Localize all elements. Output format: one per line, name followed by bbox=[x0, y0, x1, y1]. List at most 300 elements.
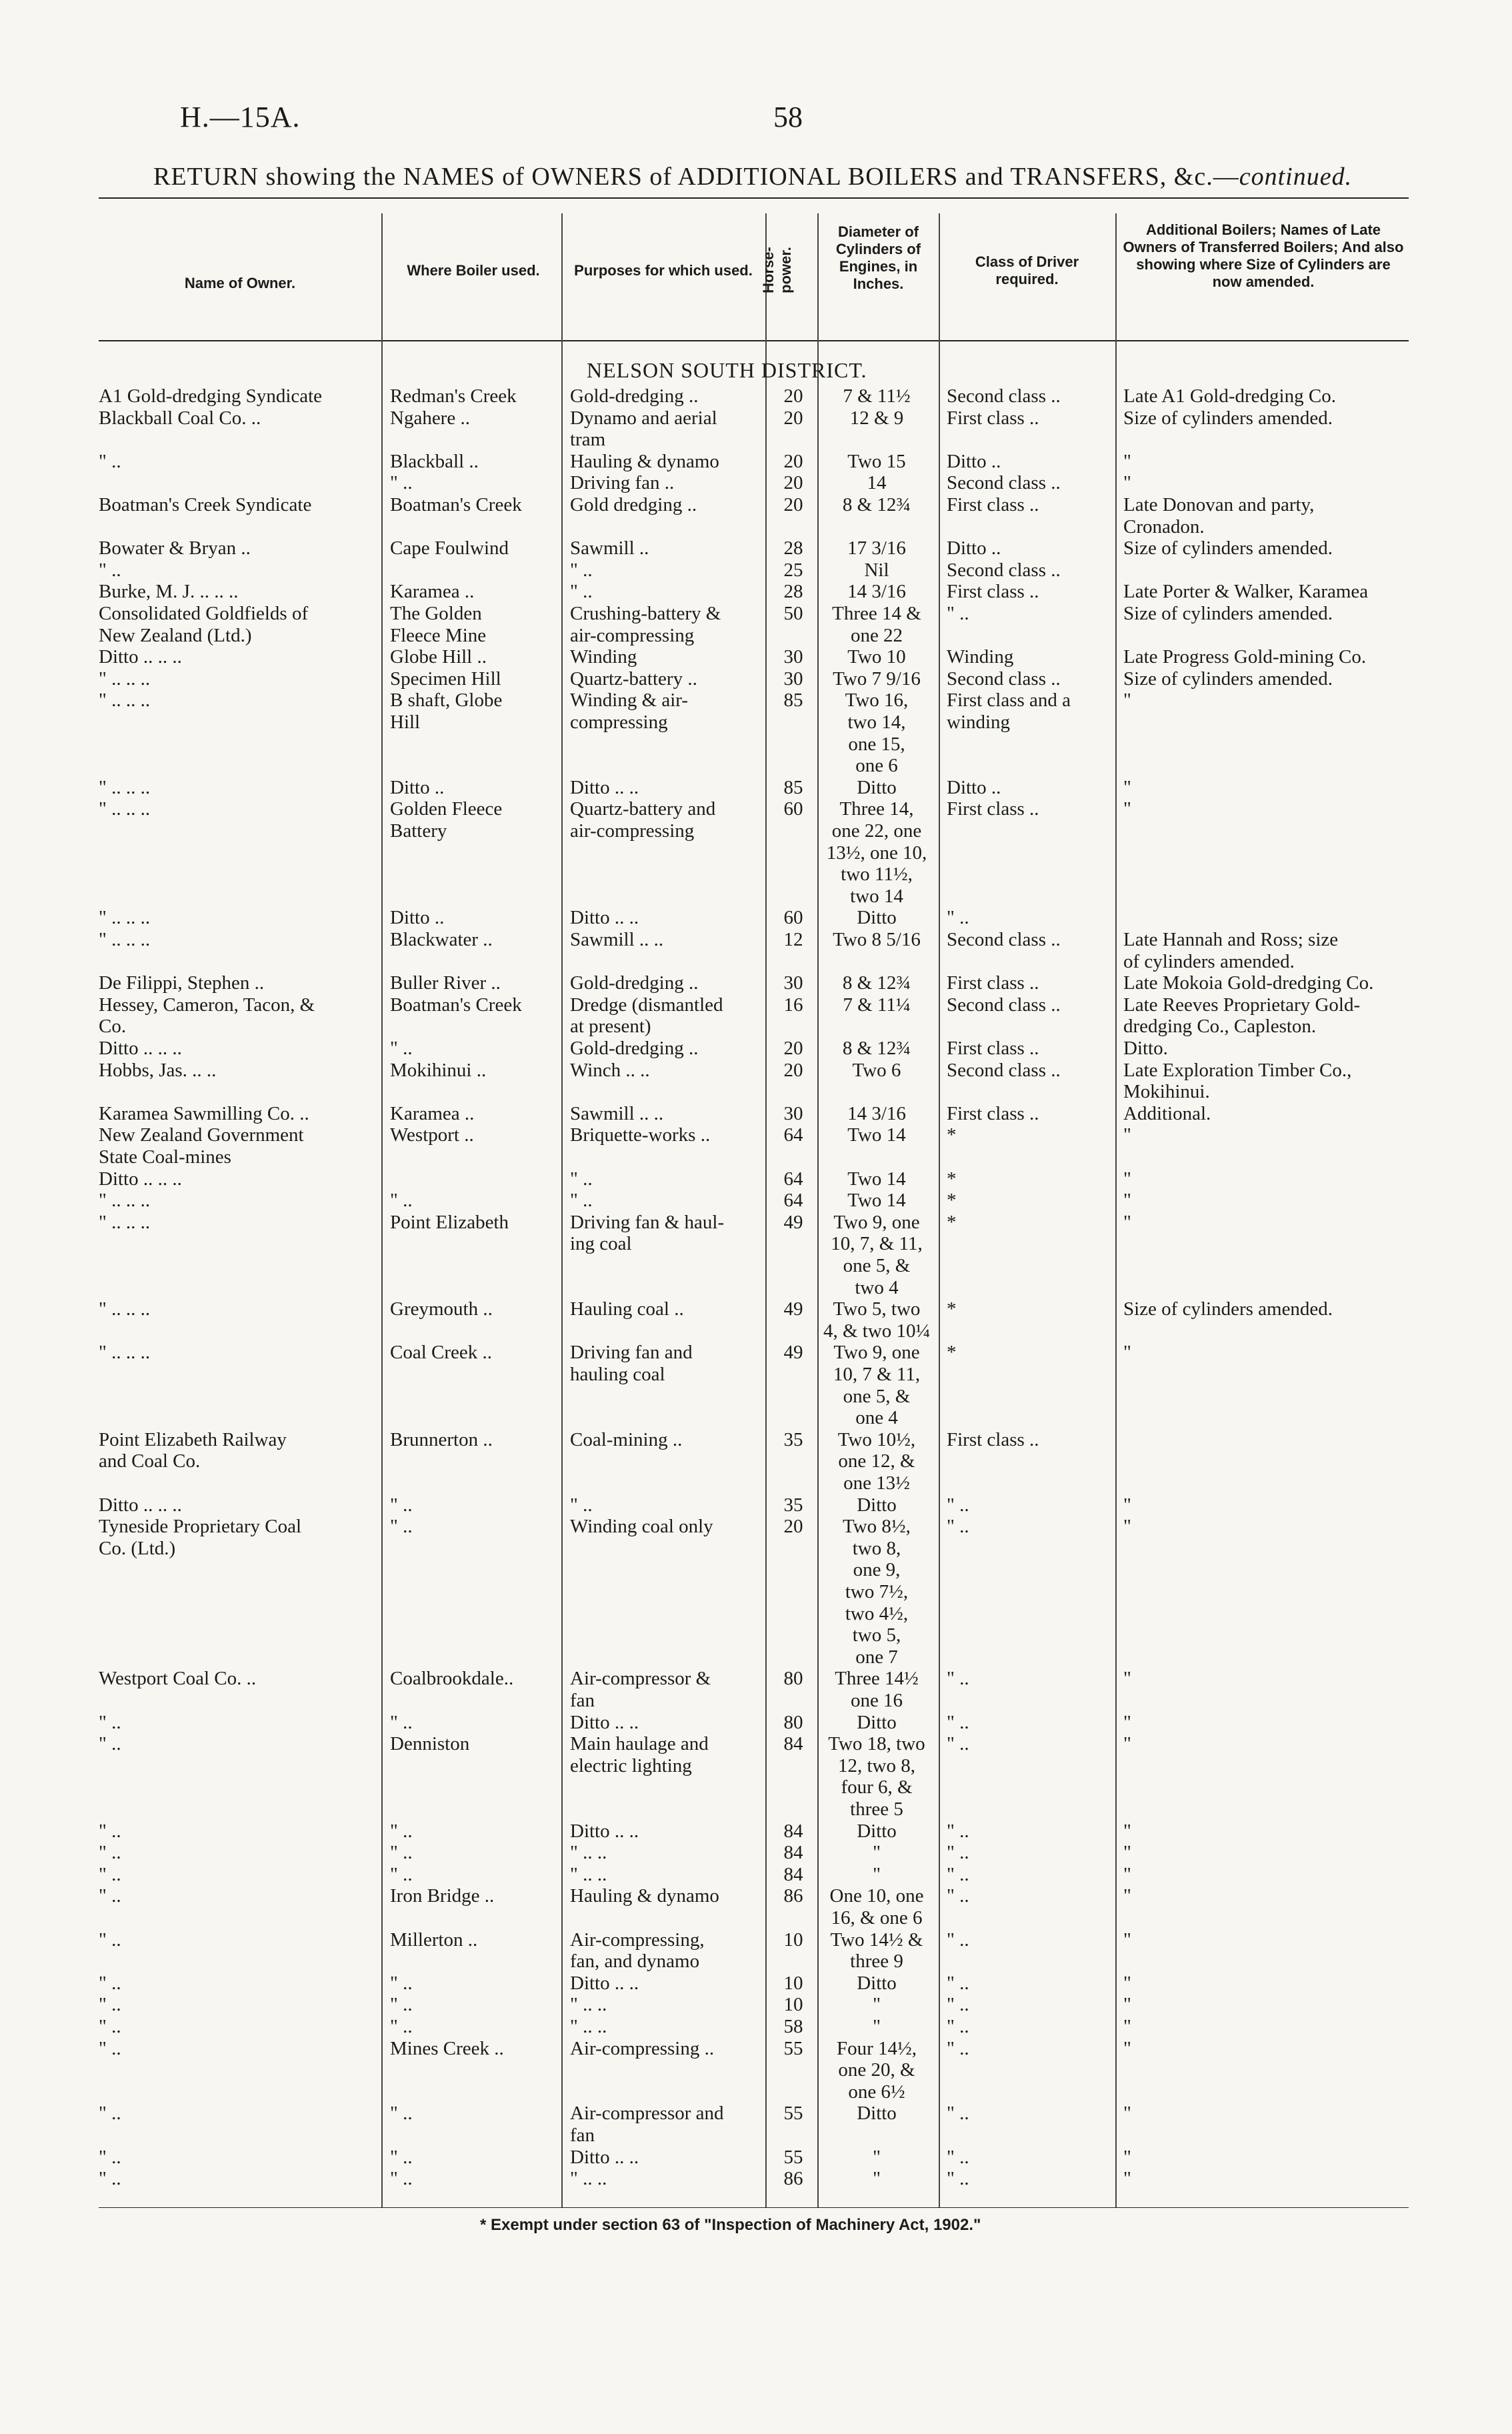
diameter-cell: two 11½, bbox=[841, 864, 913, 885]
diameter-cell: Two 6 bbox=[852, 1060, 901, 1081]
where-cell: " .. bbox=[390, 2103, 413, 2124]
column-divider bbox=[561, 213, 563, 2207]
diameter-cell: 10, 7 & 11, bbox=[833, 1364, 921, 1385]
owner-cell: Burke, M. J. .. .. .. bbox=[99, 581, 239, 602]
driver-class-cell: " .. bbox=[947, 2016, 969, 2037]
footer-rule bbox=[99, 2207, 1409, 2208]
purpose-cell: fan bbox=[570, 1690, 595, 1711]
diameter-cell: Two 14 bbox=[847, 1168, 906, 1190]
owner-cell: Hobbs, Jas. .. .. bbox=[99, 1060, 217, 1081]
driver-class-cell: " .. bbox=[947, 2147, 969, 2168]
horse-power-cell: 20 bbox=[783, 472, 803, 493]
horse-power-cell: 35 bbox=[783, 1429, 803, 1450]
diameter-cell: 10, 7, & 11, bbox=[831, 1233, 923, 1254]
where-cell: Mokihinui .. bbox=[390, 1060, 487, 1081]
diameter-cell: Ditto bbox=[857, 1712, 897, 1733]
purpose-cell: " .. .. bbox=[570, 2168, 607, 2189]
note-cell: Size of cylinders amended. bbox=[1123, 1298, 1333, 1320]
note-cell: " bbox=[1123, 2147, 1131, 2168]
diameter-cell: Two 14½ & bbox=[830, 1929, 923, 1951]
diameter-cell: two 7½, bbox=[845, 1581, 909, 1602]
driver-class-cell: * bbox=[947, 1298, 957, 1320]
horse-power-cell: 20 bbox=[783, 451, 803, 472]
driver-class-cell: Winding bbox=[947, 646, 1014, 668]
note-cell: " bbox=[1123, 2103, 1131, 2124]
note-cell: " bbox=[1123, 1668, 1131, 1689]
driver-class-cell: " .. bbox=[947, 1842, 969, 1863]
driver-class-cell: First class .. bbox=[947, 581, 1039, 602]
horse-power-cell: 64 bbox=[783, 1168, 803, 1190]
horse-power-cell: 16 bbox=[783, 994, 803, 1016]
purpose-cell: Ditto .. .. bbox=[570, 777, 639, 798]
diameter-cell: Two 10 bbox=[847, 646, 906, 668]
diameter-cell: 14 3/16 bbox=[847, 581, 906, 602]
purpose-cell: Sawmill .. .. bbox=[570, 1103, 664, 1124]
owner-cell: Ditto .. .. .. bbox=[99, 1168, 182, 1190]
driver-class-cell: * bbox=[947, 1124, 957, 1146]
driver-class-cell: Second class .. bbox=[947, 472, 1061, 493]
horse-power-cell: 60 bbox=[783, 798, 803, 820]
column-header-where: Where Boiler used. bbox=[407, 262, 540, 279]
driver-class-cell: " .. bbox=[947, 2038, 969, 2059]
note-cell: " bbox=[1123, 1973, 1131, 1994]
driver-class-cell: Second class .. bbox=[947, 994, 1061, 1016]
driver-class-cell: * bbox=[947, 1212, 957, 1233]
diameter-cell: four 6, & bbox=[841, 1776, 913, 1798]
horse-power-cell: 20 bbox=[783, 1038, 803, 1059]
owner-cell: De Filippi, Stephen .. bbox=[99, 972, 265, 994]
where-cell: Karamea .. bbox=[390, 581, 475, 602]
owner-cell: " .. bbox=[99, 1973, 121, 1994]
purpose-cell: Air-compressing .. bbox=[570, 2038, 715, 2059]
note-cell: Size of cylinders amended. bbox=[1123, 603, 1333, 624]
where-cell: " .. bbox=[390, 1516, 413, 1537]
driver-class-cell: " .. bbox=[947, 1820, 969, 1842]
horse-power-cell: 84 bbox=[783, 1864, 803, 1885]
horse-power-cell: 20 bbox=[783, 494, 803, 515]
diameter-cell: Two 10½, bbox=[837, 1429, 916, 1450]
purpose-cell: " .. bbox=[570, 1494, 593, 1516]
where-cell: Blackwater .. bbox=[390, 929, 493, 950]
diameter-cell: one 7 bbox=[855, 1646, 898, 1668]
horse-power-cell: 85 bbox=[783, 690, 803, 711]
driver-class-cell: " .. bbox=[947, 907, 969, 928]
horse-power-cell: 20 bbox=[783, 1516, 803, 1537]
owner-cell: " .. bbox=[99, 1885, 121, 1907]
where-cell: Denniston bbox=[390, 1733, 470, 1754]
owner-cell: Consolidated Goldfields of bbox=[99, 603, 309, 624]
horse-power-cell: 12 bbox=[783, 929, 803, 950]
horse-power-cell: 30 bbox=[783, 972, 803, 994]
owner-cell: " .. bbox=[99, 2038, 121, 2059]
purpose-cell: Hauling coal .. bbox=[570, 1298, 684, 1320]
purpose-cell: Crushing-battery & bbox=[570, 603, 721, 624]
horse-power-cell: 86 bbox=[783, 2168, 803, 2189]
diameter-cell: Three 14½ bbox=[835, 1668, 919, 1689]
where-cell: Specimen Hill bbox=[390, 668, 501, 690]
where-cell: " .. bbox=[390, 2016, 413, 2037]
where-cell: " .. bbox=[390, 1712, 413, 1733]
driver-class-cell: " .. bbox=[947, 1864, 969, 1885]
column-divider bbox=[381, 213, 383, 2207]
driver-class-cell: Ditto .. bbox=[947, 777, 1001, 798]
purpose-cell: Dredge (dismantled bbox=[570, 994, 723, 1016]
column-header-additional-boilers: Additional Boilers; Names of Late Owners of Transferred Boilers; And also showing where Size of Cylinders are now amended. bbox=[1123, 221, 1404, 290]
horse-power-cell: 85 bbox=[783, 777, 803, 798]
horse-power-cell: 30 bbox=[783, 646, 803, 668]
diameter-cell: one 13½ bbox=[843, 1472, 910, 1494]
purpose-cell: Hauling & dynamo bbox=[570, 451, 719, 472]
purpose-cell: Winch .. .. bbox=[570, 1060, 650, 1081]
owner-cell: and Coal Co. bbox=[99, 1450, 201, 1472]
diameter-cell: Two 8½, bbox=[843, 1516, 911, 1537]
driver-class-cell: Second class .. bbox=[947, 929, 1061, 950]
diameter-cell: " bbox=[873, 2147, 881, 2168]
diameter-cell: Two 9, one bbox=[833, 1342, 920, 1363]
purpose-cell: Sawmill .. bbox=[570, 537, 649, 559]
driver-class-cell: Second class .. bbox=[947, 559, 1061, 581]
diameter-cell: 12, two 8, bbox=[838, 1755, 915, 1776]
where-cell: Coal Creek .. bbox=[390, 1342, 493, 1363]
purpose-cell: Driving fan & haul- bbox=[570, 1212, 725, 1233]
diameter-cell: Two 16, bbox=[845, 690, 909, 711]
horse-power-cell: 64 bbox=[783, 1124, 803, 1146]
purpose-cell: air-compressing bbox=[570, 820, 695, 842]
horse-power-cell: 20 bbox=[783, 407, 803, 429]
diameter-cell: One 10, one bbox=[829, 1885, 924, 1907]
purpose-cell: Ditto .. .. bbox=[570, 1973, 639, 1994]
horse-power-cell: 49 bbox=[783, 1342, 803, 1363]
column-divider bbox=[939, 213, 940, 2207]
note-cell: " bbox=[1123, 690, 1131, 711]
page-number: 58 bbox=[773, 101, 803, 133]
header-top-rule bbox=[99, 197, 1409, 199]
note-cell: " bbox=[1123, 1712, 1131, 1733]
where-cell: " .. bbox=[390, 2168, 413, 2189]
diameter-cell: Two 8 5/16 bbox=[833, 929, 921, 950]
diameter-cell: 4, & two 10¼ bbox=[823, 1320, 931, 1342]
diameter-cell: Three 14, bbox=[839, 798, 914, 820]
where-cell: " .. bbox=[390, 1864, 413, 1885]
driver-class-cell: * bbox=[947, 1190, 957, 1211]
owner-cell: " .. .. .. bbox=[99, 1212, 151, 1233]
purpose-cell: at present) bbox=[570, 1016, 651, 1037]
owner-cell: " .. bbox=[99, 2147, 121, 2168]
driver-class-cell: Second class .. bbox=[947, 385, 1061, 407]
purpose-cell: tram bbox=[570, 429, 606, 450]
where-cell: B shaft, Globe bbox=[390, 690, 503, 711]
where-cell: " .. bbox=[390, 1038, 413, 1059]
note-cell: " bbox=[1123, 1342, 1131, 1363]
horse-power-cell: 84 bbox=[783, 1842, 803, 1863]
where-cell: Coalbrookdale.. bbox=[390, 1668, 514, 1689]
diameter-cell: 12 & 9 bbox=[849, 407, 904, 429]
horse-power-cell: 50 bbox=[783, 603, 803, 624]
note-cell: " bbox=[1123, 798, 1131, 820]
purpose-cell: " .. .. bbox=[570, 1994, 607, 2015]
owner-cell: " .. bbox=[99, 1994, 121, 2015]
owner-cell: " .. bbox=[99, 2016, 121, 2037]
diameter-cell: two 14, bbox=[847, 712, 906, 733]
where-cell: Millerton .. bbox=[390, 1929, 478, 1951]
driver-class-cell: " .. bbox=[947, 1994, 969, 2015]
purpose-cell: Quartz-battery and bbox=[570, 798, 716, 820]
diameter-cell: two 5, bbox=[852, 1624, 901, 1646]
diameter-cell: two 8, bbox=[852, 1538, 901, 1559]
note-cell: " bbox=[1123, 1994, 1131, 2015]
horse-power-cell: 25 bbox=[783, 559, 803, 581]
diameter-cell: 8 & 12¾ bbox=[842, 1038, 911, 1059]
diameter-cell: Four 14½, bbox=[836, 2038, 917, 2059]
note-cell: Late Reeves Proprietary Gold- bbox=[1123, 994, 1361, 1016]
where-cell: " .. bbox=[390, 2147, 413, 2168]
diameter-cell: Two 5, two bbox=[833, 1298, 921, 1320]
owner-cell: " .. .. .. bbox=[99, 798, 151, 820]
diameter-cell: " bbox=[873, 2168, 881, 2189]
diameter-cell: one 22 bbox=[850, 625, 903, 646]
diameter-cell: Ditto bbox=[857, 907, 897, 928]
purpose-cell: fan, and dynamo bbox=[570, 1951, 700, 1972]
purpose-cell: compressing bbox=[570, 712, 668, 733]
where-cell: Ngahere .. bbox=[390, 407, 470, 429]
note-cell: Size of cylinders amended. bbox=[1123, 668, 1333, 690]
diameter-cell: 7 & 11½ bbox=[843, 385, 911, 407]
horse-power-cell: 30 bbox=[783, 668, 803, 690]
title-main: RETURN showing the NAMES of OWNERS of ADDITIONAL BOILERS and TRANSFERS, &c.— bbox=[153, 163, 1239, 191]
diameter-cell: Ditto bbox=[857, 1820, 897, 1842]
purpose-cell: Air-compressing, bbox=[570, 1929, 705, 1951]
horse-power-cell: 20 bbox=[783, 385, 803, 407]
purpose-cell: Coal-mining .. bbox=[570, 1429, 683, 1450]
where-cell: Ditto .. bbox=[390, 907, 445, 928]
owner-cell: " .. bbox=[99, 1712, 121, 1733]
driver-class-cell: First class .. bbox=[947, 1103, 1039, 1124]
where-cell: Battery bbox=[390, 820, 447, 842]
owner-cell: " .. bbox=[99, 2168, 121, 2189]
purpose-cell: Hauling & dynamo bbox=[570, 1885, 719, 1907]
owner-cell: " .. .. .. bbox=[99, 1190, 151, 1211]
owner-cell: " .. .. .. bbox=[99, 1342, 151, 1363]
owner-cell: Ditto .. .. .. bbox=[99, 1494, 182, 1516]
where-cell: Point Elizabeth bbox=[390, 1212, 509, 1233]
note-cell: " bbox=[1123, 2168, 1131, 2189]
horse-power-cell: 20 bbox=[783, 1060, 803, 1081]
diameter-cell: " bbox=[873, 2016, 881, 2037]
owner-cell: " .. bbox=[99, 1842, 121, 1863]
purpose-cell: " .. bbox=[570, 1168, 593, 1190]
note-cell: Late Exploration Timber Co., bbox=[1123, 1060, 1352, 1081]
horse-power-cell: 10 bbox=[783, 1994, 803, 2015]
horse-power-cell: 64 bbox=[783, 1190, 803, 1211]
diameter-cell: 17 3/16 bbox=[847, 537, 906, 559]
owner-cell: Tyneside Proprietary Coal bbox=[99, 1516, 302, 1537]
diameter-cell: 8 & 12¾ bbox=[842, 494, 911, 515]
where-cell: " .. bbox=[390, 1494, 413, 1516]
diameter-cell: " bbox=[873, 1994, 881, 2015]
purpose-cell: Winding bbox=[570, 646, 637, 668]
diameter-cell: 13½, one 10, bbox=[826, 842, 927, 864]
note-cell: Late Porter & Walker, Karamea bbox=[1123, 581, 1369, 602]
purpose-cell: Winding coal only bbox=[570, 1516, 713, 1537]
horse-power-cell: 35 bbox=[783, 1494, 803, 1516]
driver-class-cell: First class .. bbox=[947, 494, 1039, 515]
note-cell: Cronadon. bbox=[1123, 516, 1205, 537]
owner-cell: Point Elizabeth Railway bbox=[99, 1429, 287, 1450]
note-cell: " bbox=[1123, 1885, 1131, 1907]
owner-cell: Co. bbox=[99, 1016, 127, 1037]
purpose-cell: Driving fan and bbox=[570, 1342, 693, 1363]
where-cell: Boatman's Creek bbox=[390, 494, 522, 515]
horse-power-cell: 84 bbox=[783, 1820, 803, 1842]
diameter-cell: Two 18, two bbox=[828, 1733, 925, 1754]
driver-class-cell: First class and a bbox=[947, 690, 1071, 711]
diameter-cell: two 4½, bbox=[845, 1603, 909, 1624]
note-cell: Late Mokoia Gold-dredging Co. bbox=[1123, 972, 1374, 994]
horse-power-cell: 55 bbox=[783, 2038, 803, 2059]
diameter-cell: 16, & one 6 bbox=[831, 1907, 923, 1929]
horse-power-cell: 55 bbox=[783, 2147, 803, 2168]
where-cell: " .. bbox=[390, 1994, 413, 2015]
purpose-cell: " .. bbox=[570, 1190, 593, 1211]
purpose-cell: " .. bbox=[570, 559, 593, 581]
where-cell: Karamea .. bbox=[390, 1103, 475, 1124]
where-cell: Mines Creek .. bbox=[390, 2038, 504, 2059]
diameter-cell: two 14 bbox=[850, 886, 903, 907]
diameter-cell: one 12, & bbox=[838, 1450, 915, 1472]
diameter-cell: Two 15 bbox=[847, 451, 906, 472]
purpose-cell: hauling coal bbox=[570, 1364, 665, 1385]
diameter-cell: one 15, bbox=[848, 734, 905, 755]
diameter-cell: one 6½ bbox=[848, 2081, 905, 2103]
column-header-purposes: Purposes for which used. bbox=[574, 262, 753, 279]
purpose-cell: Dynamo and aerial bbox=[570, 407, 717, 429]
purpose-cell: Air-compressor and bbox=[570, 2103, 724, 2124]
purpose-cell: Gold-dredging .. bbox=[570, 972, 699, 994]
where-cell: Iron Bridge .. bbox=[390, 1885, 495, 1907]
purpose-cell: Main haulage and bbox=[570, 1733, 709, 1754]
driver-class-cell: First class .. bbox=[947, 1429, 1039, 1450]
diameter-cell: Ditto bbox=[857, 2103, 897, 2124]
owner-cell: " .. .. .. bbox=[99, 1298, 151, 1320]
owner-cell: State Coal-mines bbox=[99, 1146, 231, 1168]
owner-cell: " .. bbox=[99, 1929, 121, 1951]
diameter-cell: one 5, & bbox=[843, 1386, 911, 1407]
note-cell: " bbox=[1123, 472, 1131, 493]
driver-class-cell: " .. bbox=[947, 603, 969, 624]
owner-cell: New Zealand Government bbox=[99, 1124, 304, 1146]
purpose-cell: Air-compressor & bbox=[570, 1668, 711, 1689]
where-cell: Westport .. bbox=[390, 1124, 474, 1146]
driver-class-cell: * bbox=[947, 1342, 957, 1363]
horse-power-cell: 10 bbox=[783, 1929, 803, 1951]
note-cell: " bbox=[1123, 1494, 1131, 1516]
driver-class-cell: Ditto .. bbox=[947, 451, 1001, 472]
diameter-cell: Ditto bbox=[857, 1973, 897, 1994]
diameter-cell: one 4 bbox=[855, 1407, 898, 1428]
diameter-cell: " bbox=[873, 1842, 881, 1863]
footnote: * Exempt under section 63 of "Inspection of Machinery Act, 1902." bbox=[480, 2216, 981, 2234]
driver-class-cell: " .. bbox=[947, 2168, 969, 2189]
where-cell: Greymouth .. bbox=[390, 1298, 493, 1320]
horse-power-cell: 10 bbox=[783, 1973, 803, 1994]
driver-class-cell: Second class .. bbox=[947, 668, 1061, 690]
purpose-cell: Winding & air- bbox=[570, 690, 689, 711]
note-cell: " bbox=[1123, 2016, 1131, 2037]
driver-class-cell: Second class .. bbox=[947, 1060, 1061, 1081]
where-cell: " .. bbox=[390, 1190, 413, 1211]
diameter-cell: Three 14 & bbox=[832, 603, 921, 624]
driver-class-cell: " .. bbox=[947, 1885, 969, 1907]
driver-class-cell: First class .. bbox=[947, 972, 1039, 994]
where-cell: Boatman's Creek bbox=[390, 994, 522, 1016]
where-cell: The Golden bbox=[390, 603, 482, 624]
district-heading: NELSON SOUTH DISTRICT. bbox=[587, 358, 867, 382]
note-cell: " bbox=[1123, 1864, 1131, 1885]
column-header-horse-power: Horse-power. bbox=[760, 247, 794, 293]
horse-power-cell: 80 bbox=[783, 1712, 803, 1733]
owner-cell: " .. .. .. bbox=[99, 777, 151, 798]
diameter-cell: one 9, bbox=[853, 1559, 901, 1580]
owner-cell: " .. bbox=[99, 1864, 121, 1885]
owner-cell: " .. bbox=[99, 1820, 121, 1842]
note-cell: Additional. bbox=[1123, 1103, 1211, 1124]
driver-class-cell: " .. bbox=[947, 1516, 969, 1537]
diameter-cell: Two 7 9/16 bbox=[833, 668, 921, 690]
owner-cell: New Zealand (Ltd.) bbox=[99, 625, 252, 646]
horse-power-cell: 80 bbox=[783, 1668, 803, 1689]
purpose-cell: Briquette-works .. bbox=[570, 1124, 711, 1146]
horse-power-cell: 30 bbox=[783, 1103, 803, 1124]
owner-cell: A1 Gold-dredging Syndicate bbox=[99, 385, 323, 407]
driver-class-cell: First class .. bbox=[947, 407, 1039, 429]
driver-class-cell: First class .. bbox=[947, 1038, 1039, 1059]
where-cell: Buller River .. bbox=[390, 972, 501, 994]
horse-power-cell: 84 bbox=[783, 1733, 803, 1754]
note-cell: Size of cylinders amended. bbox=[1123, 537, 1333, 559]
purpose-cell: Gold dredging .. bbox=[570, 494, 697, 515]
diameter-cell: three 5 bbox=[850, 1798, 903, 1820]
purpose-cell: " .. bbox=[570, 581, 593, 602]
owner-cell: Blackball Coal Co. .. bbox=[99, 407, 261, 429]
note-cell: " bbox=[1123, 1124, 1131, 1146]
diameter-cell: 14 3/16 bbox=[847, 1103, 906, 1124]
note-cell: Ditto. bbox=[1123, 1038, 1168, 1059]
note-cell: dredging Co., Capleston. bbox=[1123, 1016, 1317, 1037]
column-divider bbox=[1115, 213, 1117, 2207]
page-title bbox=[153, 162, 1367, 191]
purpose-cell: Ditto .. .. bbox=[570, 907, 639, 928]
where-cell: Globe Hill .. bbox=[390, 646, 487, 668]
where-cell: Redman's Creek bbox=[390, 385, 517, 407]
purpose-cell: electric lighting bbox=[570, 1755, 692, 1776]
owner-cell: " .. bbox=[99, 2103, 121, 2124]
where-cell: " .. bbox=[390, 1973, 413, 1994]
owner-cell: Hessey, Cameron, Tacon, & bbox=[99, 994, 315, 1016]
where-cell: Fleece Mine bbox=[390, 625, 487, 646]
note-cell: " bbox=[1123, 1733, 1131, 1754]
diameter-cell: Two 14 bbox=[847, 1190, 906, 1211]
diameter-cell: " bbox=[873, 1864, 881, 1885]
note-cell: " bbox=[1123, 451, 1131, 472]
driver-class-cell: " .. bbox=[947, 2103, 969, 2124]
note-cell: Late A1 Gold-dredging Co. bbox=[1123, 385, 1336, 407]
owner-cell: " .. .. .. bbox=[99, 668, 151, 690]
note-cell: " bbox=[1123, 2038, 1131, 2059]
horse-power-cell: 86 bbox=[783, 1885, 803, 1907]
where-cell: " .. bbox=[390, 472, 413, 493]
driver-class-cell: " .. bbox=[947, 1929, 969, 1951]
driver-class-cell: Ditto .. bbox=[947, 537, 1001, 559]
